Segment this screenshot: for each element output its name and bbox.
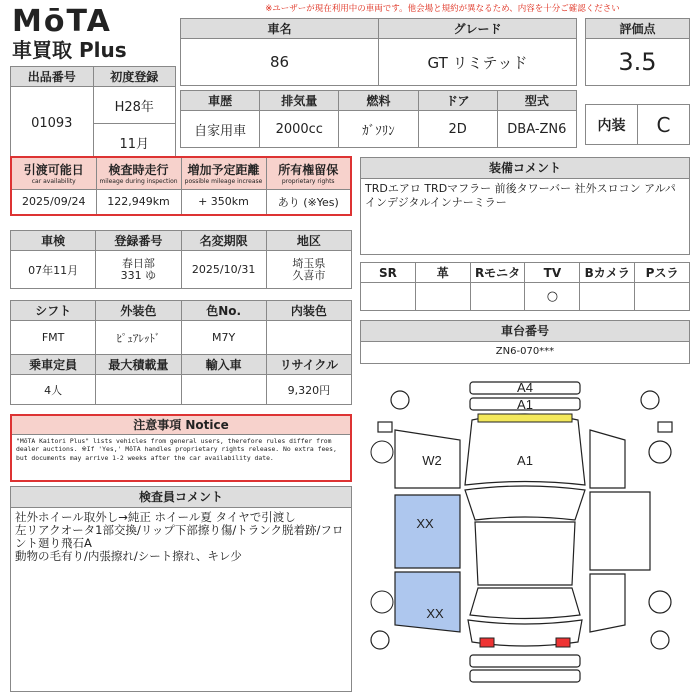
inspector-line-3: 動物の毛有り/内張擦れ/シート擦れ、キレ少 — [15, 549, 242, 563]
equipment-text: TRDエアロ TRDマフラー 前後タワーバー 社外スロコン アルパインデジタルインナーミラー — [365, 182, 676, 209]
mark-a1-hood: A1 — [517, 453, 533, 468]
listing-no: 01093 — [11, 87, 94, 161]
ownership-label: 所有権留保 proprietary rights — [266, 157, 351, 189]
option-bcamera — [580, 283, 635, 311]
recycle-fee: 9,320円 — [266, 375, 351, 405]
option-sr — [361, 283, 416, 311]
hood-outline — [465, 414, 585, 485]
notice-box — [10, 414, 352, 482]
option-rmonitor — [470, 283, 525, 311]
area: 埼玉県 久喜市 — [266, 251, 351, 289]
left-rear-outer-wheel — [371, 631, 389, 649]
color-number: M7Y — [181, 321, 266, 355]
mark-xx-door: XX — [416, 516, 434, 531]
door: 2D — [418, 111, 497, 148]
displacement: 2000cc — [260, 111, 339, 148]
rear-bumper-upper — [470, 655, 580, 667]
mota-logo — [12, 6, 182, 66]
history: 自家用車 — [181, 111, 260, 148]
interior-grade: C — [638, 105, 690, 145]
reg-month: 11月 — [93, 124, 176, 161]
color-label: 外装色 — [96, 301, 181, 321]
reg-label: 初度登録 — [93, 67, 176, 87]
incolor-label: 内装色 — [266, 301, 351, 321]
area-label: 地区 — [266, 231, 351, 251]
roof-outline — [475, 522, 575, 585]
car-table — [180, 18, 577, 86]
logo-subtitle: 車買取 Plus — [12, 38, 127, 62]
misc-table — [10, 300, 352, 405]
inspector-text — [11, 508, 351, 566]
mileage: 122,949km — [96, 189, 181, 215]
right-rear-wheel — [649, 591, 671, 613]
interior-color — [266, 321, 351, 355]
car-damage-diagram — [360, 370, 690, 695]
option-bcamera-label: Bカメラ — [580, 263, 635, 283]
load-label: 最大積載量 — [96, 355, 181, 375]
history-label: 車歴 — [181, 91, 260, 111]
score-table — [585, 18, 690, 86]
option-rmonitor-label: Rモニタ — [470, 263, 525, 283]
door-label: ドア — [418, 91, 497, 111]
right-mirror — [658, 422, 672, 432]
left-tail-light — [480, 638, 494, 647]
chassis-number: ZN6-070*** — [495, 346, 555, 357]
rear-window-outline — [470, 588, 580, 619]
recycle-label: リサイクル — [266, 355, 351, 375]
fuel-label: 燃料 — [339, 91, 418, 111]
mileage-increase: + 350km — [181, 189, 266, 215]
inspection-date: 07年11月 — [11, 251, 96, 289]
chassis-box — [360, 320, 690, 364]
colorno-label: 色No. — [181, 301, 266, 321]
option-pslide — [635, 283, 690, 311]
windshield-outline — [465, 486, 585, 520]
left-door-damaged — [395, 495, 460, 568]
import-label: 輸入車 — [181, 355, 266, 375]
listing-table — [10, 66, 176, 161]
mark-xx-quarter: XX — [426, 606, 444, 621]
max-load — [96, 375, 181, 405]
plate: 春日部 331 ゆ — [96, 251, 181, 289]
chassis-label: 車台番号 — [361, 321, 689, 342]
option-leather — [415, 283, 470, 311]
fuel: ｶﾞｿﾘﾝ — [339, 111, 418, 148]
availability-table — [10, 156, 352, 216]
spec-table — [180, 90, 577, 148]
right-door — [590, 492, 650, 570]
option-tv-label: TV — [525, 263, 580, 283]
options-table — [360, 262, 690, 311]
increase-label: 増加予定距離 possible mileage increase — [181, 157, 266, 189]
option-leather-label: 革 — [415, 263, 470, 283]
car-name: 86 — [181, 39, 379, 86]
rear-bumper-lower — [470, 670, 580, 682]
right-rear-outer-wheel — [651, 631, 669, 649]
namechg-date: 2025/10/31 — [181, 251, 266, 289]
namechg-label: 名変期限 — [181, 231, 266, 251]
reg-year: H28年 — [93, 87, 176, 124]
disp-label: 排気量 — [260, 91, 339, 111]
score-value: 3.5 — [586, 39, 690, 86]
mark-a4: A4 — [517, 380, 533, 395]
left-mirror — [378, 422, 392, 432]
warning-text: ※ユーザーが現在利用中の車両です。他会場と規約が異なるため、内容を十分ご確認ください — [265, 4, 620, 14]
left-rear-quarter-damaged — [395, 572, 460, 632]
grade-label: グレード — [379, 19, 577, 39]
mark-a1-bumper: A1 — [517, 397, 533, 412]
option-pslide-label: Pスラ — [635, 263, 690, 283]
option-tv: ○ — [525, 283, 580, 311]
equipment-label: 装備コメント — [361, 158, 689, 179]
shift-label: シフト — [11, 301, 96, 321]
logo-title: MōTA — [12, 4, 112, 39]
import — [181, 375, 266, 405]
plate-label: 登録番号 — [96, 231, 181, 251]
right-rear-quarter — [590, 574, 625, 632]
registration-table — [10, 230, 352, 289]
right-front-wheel — [649, 441, 671, 463]
model-label: 型式 — [497, 91, 576, 111]
right-tail-light — [556, 638, 570, 647]
right-front-fender — [590, 430, 625, 488]
availability-label: 引渡可能日 car availability — [11, 157, 96, 189]
capacity: 4人 — [11, 375, 96, 405]
option-sr-label: SR — [361, 263, 416, 283]
car-name-label: 車名 — [181, 19, 379, 39]
interior-table — [585, 104, 690, 145]
notice-label: 注意事項 Notice — [12, 416, 350, 435]
mark-w2: W2 — [422, 453, 442, 468]
capacity-label: 乗車定員 — [11, 355, 96, 375]
model: DBA-ZN6 — [497, 111, 576, 148]
front-bumper-highlight — [478, 414, 572, 422]
inspector-label: 検査員コメント — [11, 487, 351, 508]
inspector-box — [10, 486, 352, 692]
inspect-label: 車検 — [11, 231, 96, 251]
ownership: あり (※Yes) — [266, 189, 351, 215]
left-rear-wheel — [371, 591, 393, 613]
availability-date: 2025/09/24 — [11, 189, 96, 215]
left-front-outer-wheel — [391, 391, 409, 409]
left-front-wheel — [371, 441, 393, 463]
equipment-box — [360, 157, 690, 255]
mileage-label: 検査時走行 mileage during inspection — [96, 157, 181, 189]
inspector-line-1: 社外ホイール取外し→純正 ホイール夏 タイヤで引渡し — [15, 510, 296, 524]
score-label: 評価点 — [586, 19, 690, 39]
exterior-color: ﾋﾟｭｱﾚｯﾄﾞ — [96, 321, 181, 355]
grade: GT リミテッド — [379, 39, 577, 86]
right-front-outer-wheel — [641, 391, 659, 409]
notice-text: "MōTA Kaitori Plus" lists vehicles from general users, therefore rules differ from dealer auctions. ※If 'Yes,' MōTA handles proprietary rights release. No extra fees, but documents may arrive 1-2 weeks after the car availability date. — [16, 437, 337, 462]
shift: FMT — [11, 321, 96, 355]
interior-label: 内装 — [586, 105, 638, 145]
listing-no-label: 出品番号 — [11, 67, 94, 87]
inspector-line-2: 左リアクオータ1部交換/リップ下部擦り傷/トランク脱着跡/フロント廻り飛石A — [15, 523, 344, 550]
